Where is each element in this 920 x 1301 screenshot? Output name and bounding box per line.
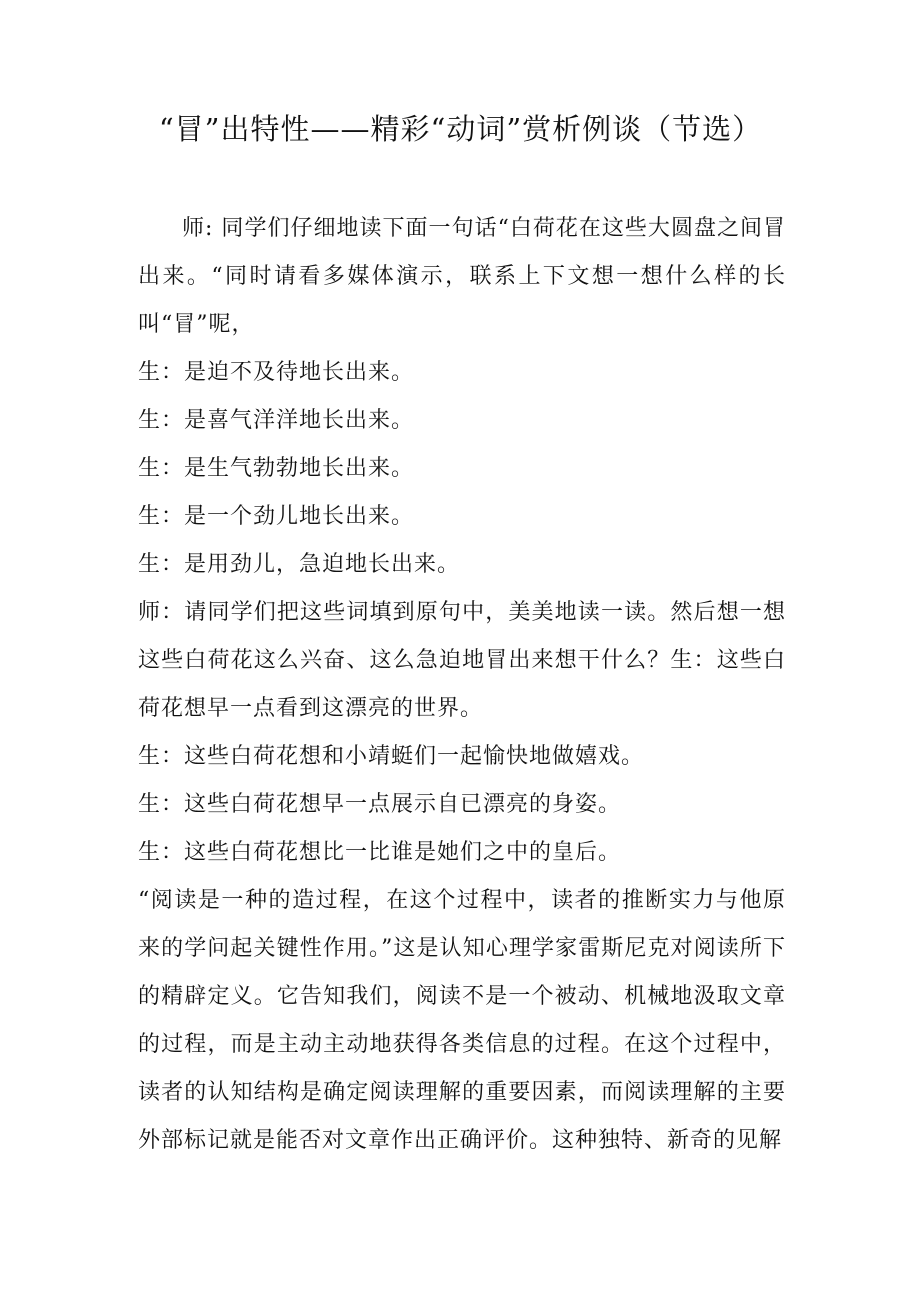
paragraph: 生：是喜气洋洋地长出来。 [138, 408, 415, 433]
paragraph: 生：这些白荷花想早一点展示自已漂亮的身姿。 [138, 792, 622, 817]
paragraph: 生：是生气勃勃地长出来。 [138, 456, 415, 481]
paragraph: 生：是用劲儿，急迫地长出来。 [138, 552, 461, 577]
paragraph: “阅读是一种的造过程，在这个过程中，读者的推断实力与他原来的学问起关键性作用。”这是认知心理学家雷斯尼克对阅读所下的精辟定义。它告知我们，阅读不是一个被动、机械地汲取文章的过程，而是主动主动地获得各类信息的过程。在这个过程中，读者的认知结构是确定阅读理解的重要因素，而阅读理解的主要外部标记就是能否对文章作出正确评价。这种独特、新奇的见解 [138, 888, 786, 1153]
paragraph: 生：是迫不及待地长出来。 [138, 360, 415, 385]
document-title: “冒”出特性——精彩“动词”赏析例谈（节选） [158, 112, 763, 146]
paragraph: 师: 同学们仔细地读下面一句话“白荷花在这些大圆盘之间冒出来。“同时请看多媒体演示，联系上下文想一想什么样的长叫“冒”呢， [138, 216, 786, 337]
paragraph: 生：是一个劲儿地长出来。 [138, 504, 415, 529]
paragraph: 生：这些白荷花想比一比谁是她们之中的皇后。 [138, 840, 622, 865]
paragraph: 师：请同学们把这些词填到原句中，美美地读一读。然后想一想这些白荷花这么兴奋、这么急迫地冒出来想干什么？生：这些白荷花想早一点看到这漂亮的世界。 [138, 600, 786, 721]
document-body [138, 205, 786, 1165]
paragraph: 生：这些白荷花想和小靖蜓们一起愉快地做嬉戏。 [138, 744, 645, 769]
